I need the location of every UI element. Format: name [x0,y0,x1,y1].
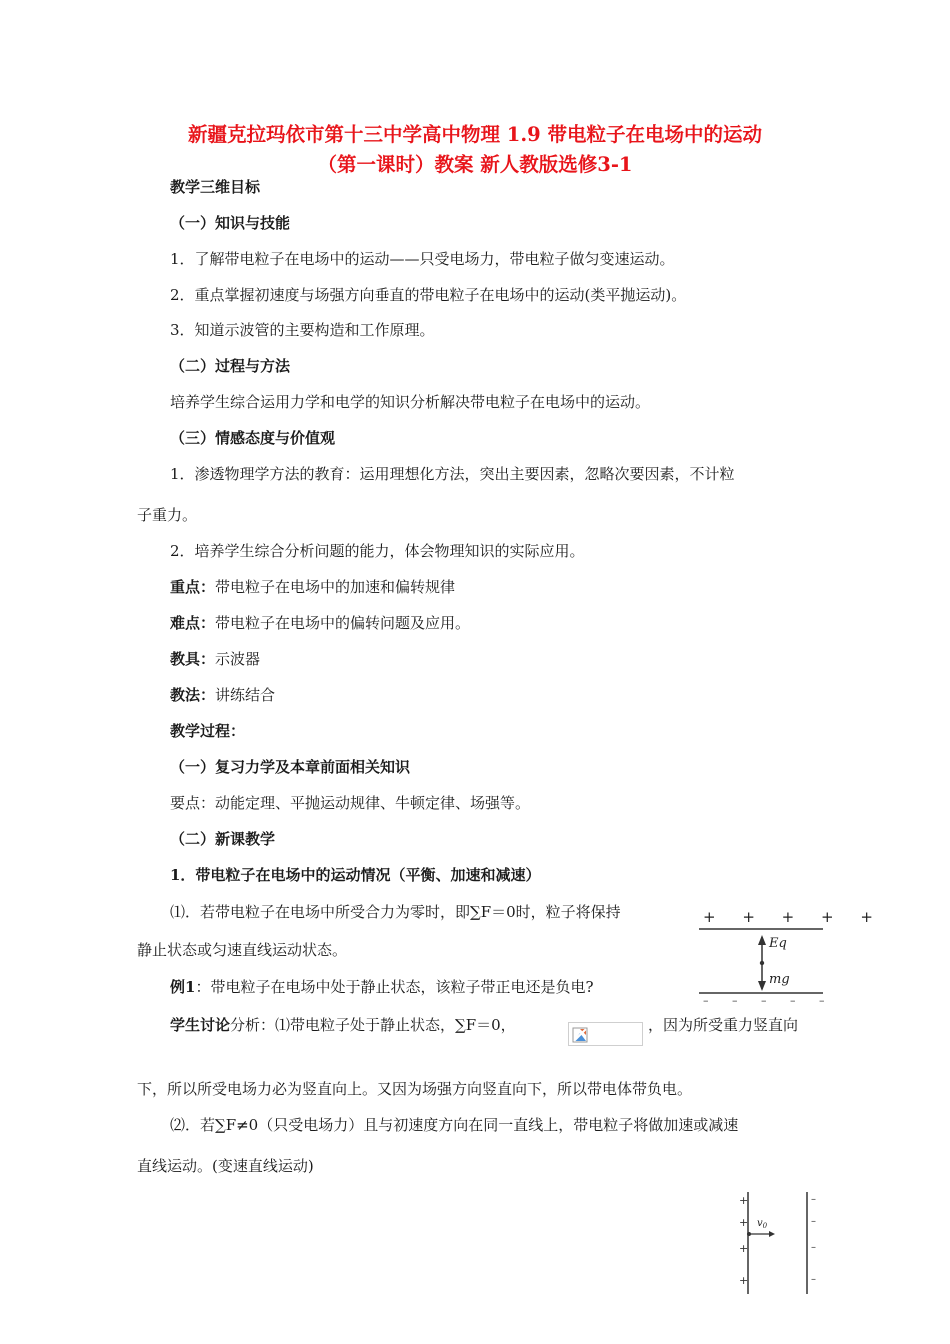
example-label: 例1 [170,978,196,996]
teaching-tools [170,649,260,669]
force-down-arrow [758,981,766,991]
difficulty-point [170,613,470,633]
section-1-item-3: 3．知道示波管的主要构造和工作原理。 [170,321,435,339]
section-2-heading: （二）过程与方法 [170,357,291,375]
section-3-heading: （三）情感态度与价值观 [170,429,336,447]
left-charge-3: + [739,1242,749,1255]
section-1-heading: （一）知识与技能 [170,214,291,232]
difficulty-text: 带电粒子在电场中的偏转问题及应用。 [215,614,471,632]
topic-1-heading: 1．带电粒子在电场中的运动情况（平衡、加速和减速） [170,866,541,884]
paragraph-2-line-1: ⑵．若∑F≠0（只受电场力）且与初速度方向在同一直线上，带电粒子将做加速或减速 [170,1116,739,1134]
left-charge-2: + [739,1216,749,1229]
key-point [170,577,455,597]
discussion-line-1 [170,1015,516,1035]
right-charge-3: – [811,1242,816,1253]
right-charge-2: – [811,1216,816,1227]
key-label: 重点： [170,578,216,596]
title-line-1: 新疆克拉玛依市第十三中学高中物理 1.9 带电粒子在电场中的运动 [187,123,762,146]
discussion-text-1: 分析：⑴带电粒子处于静止状态，∑F＝0， [230,1016,516,1034]
tools-text: 示波器 [215,650,261,668]
particle [760,961,764,965]
method-label: 教法： [170,686,216,704]
paragraph-2-line-2: 直线运动。(变速直线运动) [137,1157,314,1175]
review-text: 要点：动能定理、平抛运动规律、牛顿定律、场强等。 [170,794,531,812]
discussion-label: 学生讨论 [170,1016,231,1034]
discussion-line-2: 下，所以所受电场力必为竖直向上。又因为场强方向竖直向下，所以带电体带负电。 [137,1080,693,1098]
label-v0-sub: 0 [762,1222,768,1230]
title-line-2: （第一课时）教案 新人教版选修3-1 [317,153,633,176]
difficulty-label: 难点： [170,614,216,632]
plate-bottom-charges: – – – – – [703,994,835,1007]
teaching-method [170,685,275,705]
force-up-arrow [758,935,766,945]
section-3-item-2: 2．培养学生综合分析问题的能力，体会物理知识的实际应用。 [170,542,585,560]
section-3-item-1-line-1: 1．渗透物理学方法的教育：运用理想化方法，突出主要因素，忽略次要因素，不计粒 [170,465,735,483]
section-3-item-1-line-2: 子重力。 [137,506,198,524]
new-lesson-heading: （二）新课教学 [170,830,276,848]
broken-image-placeholder [568,1022,643,1046]
label-mg: mg [769,972,790,987]
discussion-text-2: ，因为所受重力竖直向 [648,1016,799,1034]
process-heading: 教学过程： [170,722,246,740]
broken-image-icon [572,1027,592,1045]
plate-top-charges: + + + + + [703,908,884,926]
label-eq: Eq [769,936,787,951]
paragraph-1-line-1: ⑴．若带电粒子在电场中所受合力为零时，即∑F＝0时，粒子将保持 [170,903,621,921]
velocity-arrowhead [769,1231,775,1237]
acceleration-figure [735,1188,855,1298]
method-text: 讲练结合 [215,686,276,704]
right-charge-4: – [811,1274,816,1285]
example-text: ：带电粒子在电场中处于静止状态，该粒子带正电还是负电? [195,978,594,996]
label-v0 [757,1218,768,1230]
section-2-text: 培养学生综合运用力学和电学的知识分析解决带电粒子在电场中的运动。 [170,393,651,411]
key-text: 带电粒子在电场中的加速和偏转规律 [215,578,456,596]
equilibrium-figure [695,905,884,1007]
tools-label: 教具： [170,650,216,668]
particle-2 [747,1232,751,1236]
goals-heading: 教学三维目标 [170,178,261,196]
left-charge-1: + [739,1194,749,1207]
right-charge-1: – [811,1194,816,1205]
label-v0-main: v [757,1218,763,1229]
section-1-item-2: 2．重点掌握初速度与场强方向垂直的带电粒子在电场中的运动(类平抛运动)。 [170,286,687,304]
paragraph-1-line-2: 静止状态或匀速直线运动状态。 [137,941,348,959]
left-charge-4: + [739,1274,749,1287]
example-1 [170,977,593,997]
review-heading: （一）复习力学及本章前面相关知识 [170,758,411,776]
section-1-item-1: 1．了解带电粒子在电场中的运动——只受电场力，带电粒子做匀变速运动。 [170,250,675,268]
